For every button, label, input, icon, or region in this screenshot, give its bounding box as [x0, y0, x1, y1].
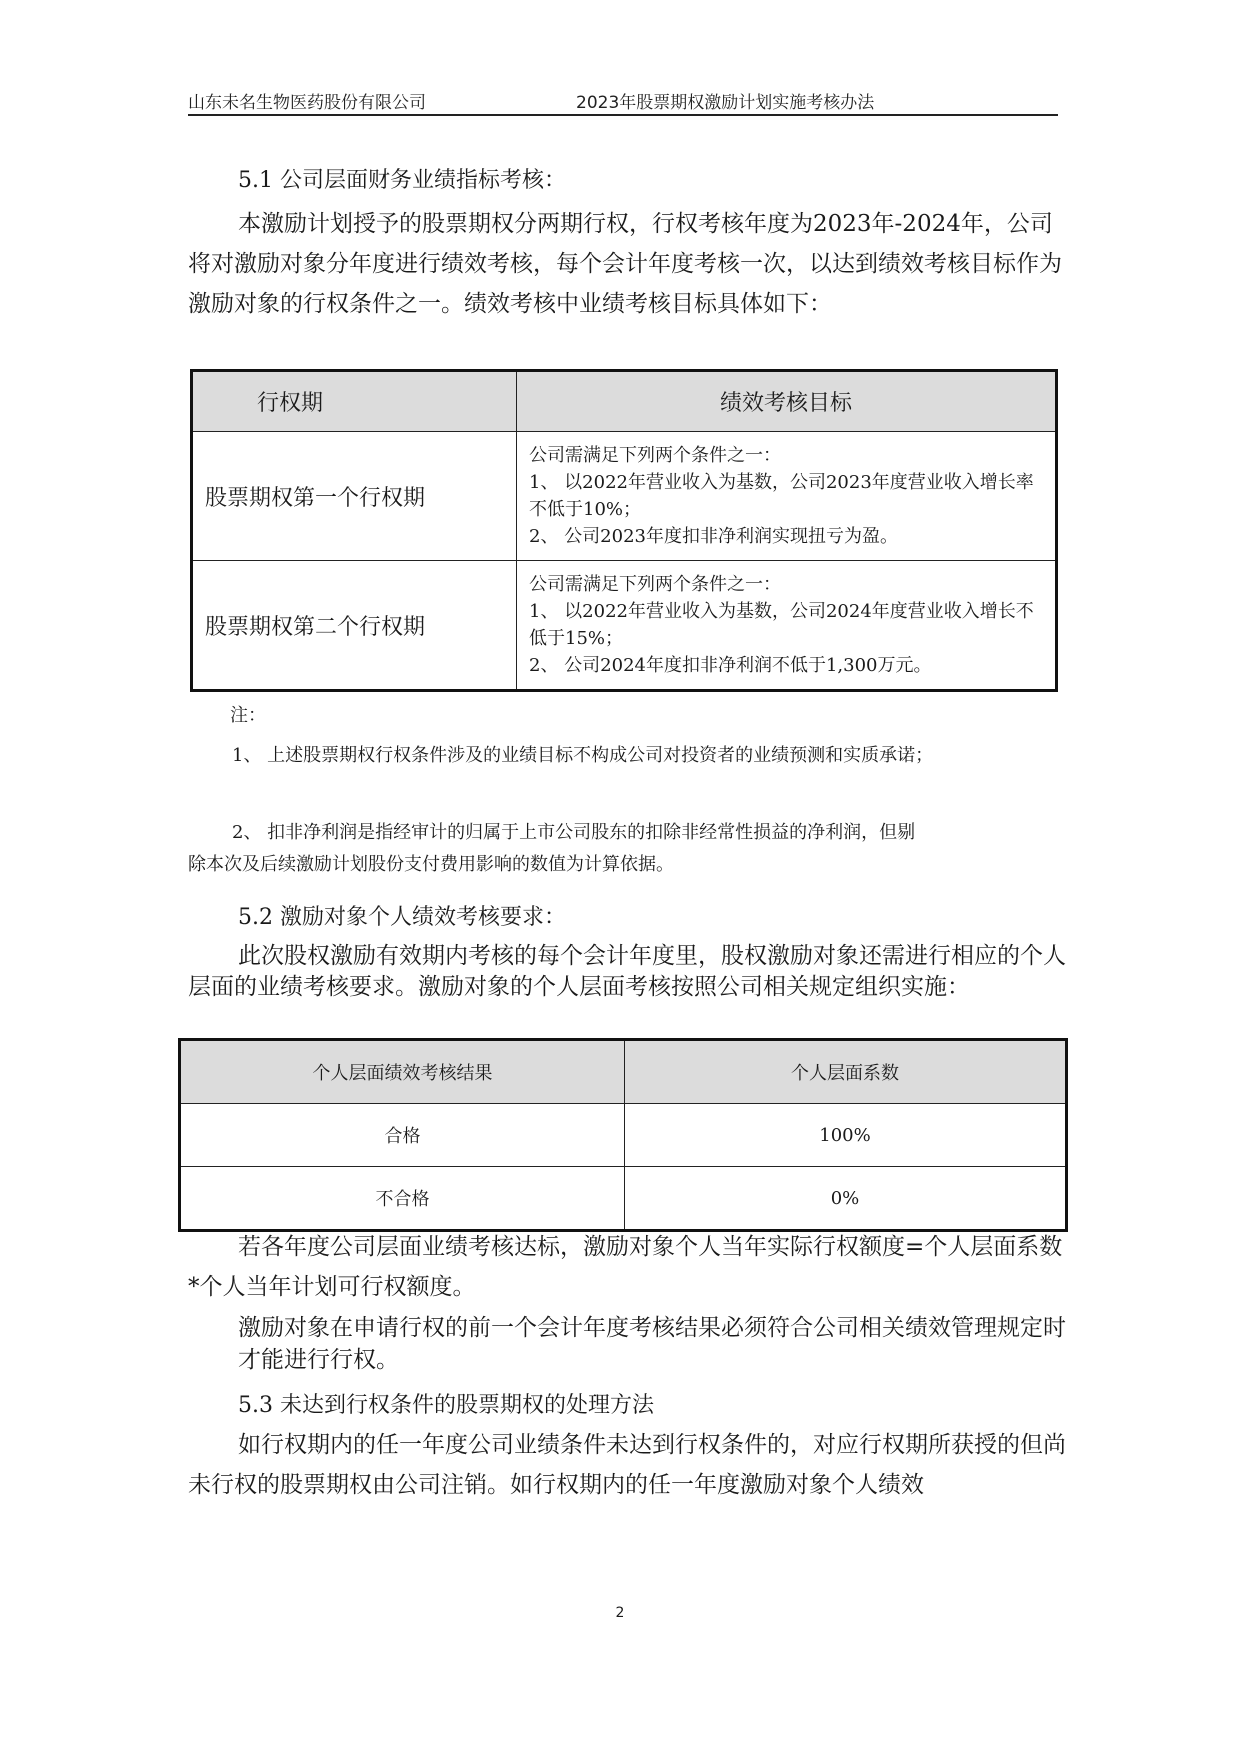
header-individual-result: 个人层面绩效考核结果 [180, 1040, 625, 1104]
page-number: 2 [615, 1605, 625, 1621]
header-company: 山东未名生物医药股份有限公司 [188, 93, 426, 113]
section-5-3-paragraph: 如行权期内的任一年度公司业绩条件未达到行权条件的，对应行权期所获授的但尚未行权的股票期权由公司注销。如行权期内的任一年度激励对象个人绩效 [188, 1432, 1066, 1498]
performance-target-cell [517, 432, 1057, 561]
section-5-2-paragraph: 此次股权激励有效期内考核的每个会计年度里，股权激励对象还需进行相应的个人层面的业绩考核要求。激励对象的个人层面考核按照公司相关规定组织实施： [188, 943, 1066, 1000]
header-exercise-period: 行权期 [192, 371, 517, 432]
performance-target-table [190, 369, 1058, 692]
actual-exercise-paragraph: 若各年度公司层面业绩考核达标，激励对象个人当年实际行权额度=个人层面系数*个人当年计划可行权额度。 [188, 1234, 1063, 1300]
table-header-row [192, 371, 1057, 432]
exercise-period-cell: 股票期权第一个行权期 [192, 432, 517, 561]
result-cell: 不合格 [180, 1167, 625, 1231]
table-row [180, 1104, 1067, 1167]
individual-coefficient-table [178, 1038, 1068, 1232]
note-1: 1、 上述股票期权行权条件涉及的业绩目标不构成公司对投资者的业绩预测和实质承诺； [232, 745, 934, 766]
coefficient-cell: 0% [625, 1167, 1067, 1231]
section-5-1-heading: 5.1 公司层面财务业绩指标考核： [238, 168, 566, 193]
note-2-line-2: 除本次及后续激励计划股份支付费用影响的数值为计算依据。 [188, 854, 674, 875]
condition-intro: 公司需满足下列两个条件之一： [529, 445, 781, 466]
table-row [192, 561, 1057, 691]
header-rule [188, 114, 1058, 116]
table-row [180, 1167, 1067, 1231]
table-row [192, 432, 1057, 561]
table-header-row [180, 1040, 1067, 1104]
section-5-3-heading: 5.3 未达到行权条件的股票期权的处理方法 [238, 1393, 654, 1418]
notes-label: 注： [230, 705, 266, 726]
section-5-2-heading: 5.2 激励对象个人绩效考核要求： [238, 905, 566, 930]
result-cell: 合格 [180, 1104, 625, 1167]
condition-item: 2、 公司2023年度扣非净利润实现扭亏为盈。 [529, 526, 898, 547]
header-document-title: 2023年股票期权激励计划实施考核办法 [576, 93, 875, 113]
header-individual-coefficient: 个人层面系数 [625, 1040, 1067, 1104]
section-5-1-paragraph: 本激励计划授予的股票期权分两期行权，行权考核年度为2023年-2024年，公司将对激励对象分年度进行绩效考核，每个会计年度考核一次，以达到绩效考核目标作为激励对象的行权条件之一。绩效考核中业绩考核目标具体如下： [188, 211, 1062, 317]
note-2-line-1: 2、 扣非净利润是指经审计的归属于上市公司股东的扣除非经常性损益的净利润，但剔 [232, 822, 916, 843]
condition-intro: 公司需满足下列两个条件之一： [529, 574, 781, 595]
performance-target-cell [517, 561, 1057, 691]
exercise-prerequisite-paragraph: 激励对象在申请行权的前一个会计年度考核结果必须符合公司相关绩效管理规定时才能进行行权。 [238, 1315, 1066, 1373]
condition-item: 1、 以2022年营业收入为基数，公司2024年度营业收入增长不低于15%； [529, 601, 1034, 649]
exercise-period-cell: 股票期权第二个行权期 [192, 561, 517, 691]
coefficient-cell: 100% [625, 1104, 1067, 1167]
header-performance-target: 绩效考核目标 [517, 371, 1057, 432]
condition-item: 1、 以2022年营业收入为基数，公司2023年度营业收入增长率不低于10%； [529, 472, 1034, 520]
condition-item: 2、 公司2024年度扣非净利润不低于1,300万元。 [529, 655, 932, 676]
